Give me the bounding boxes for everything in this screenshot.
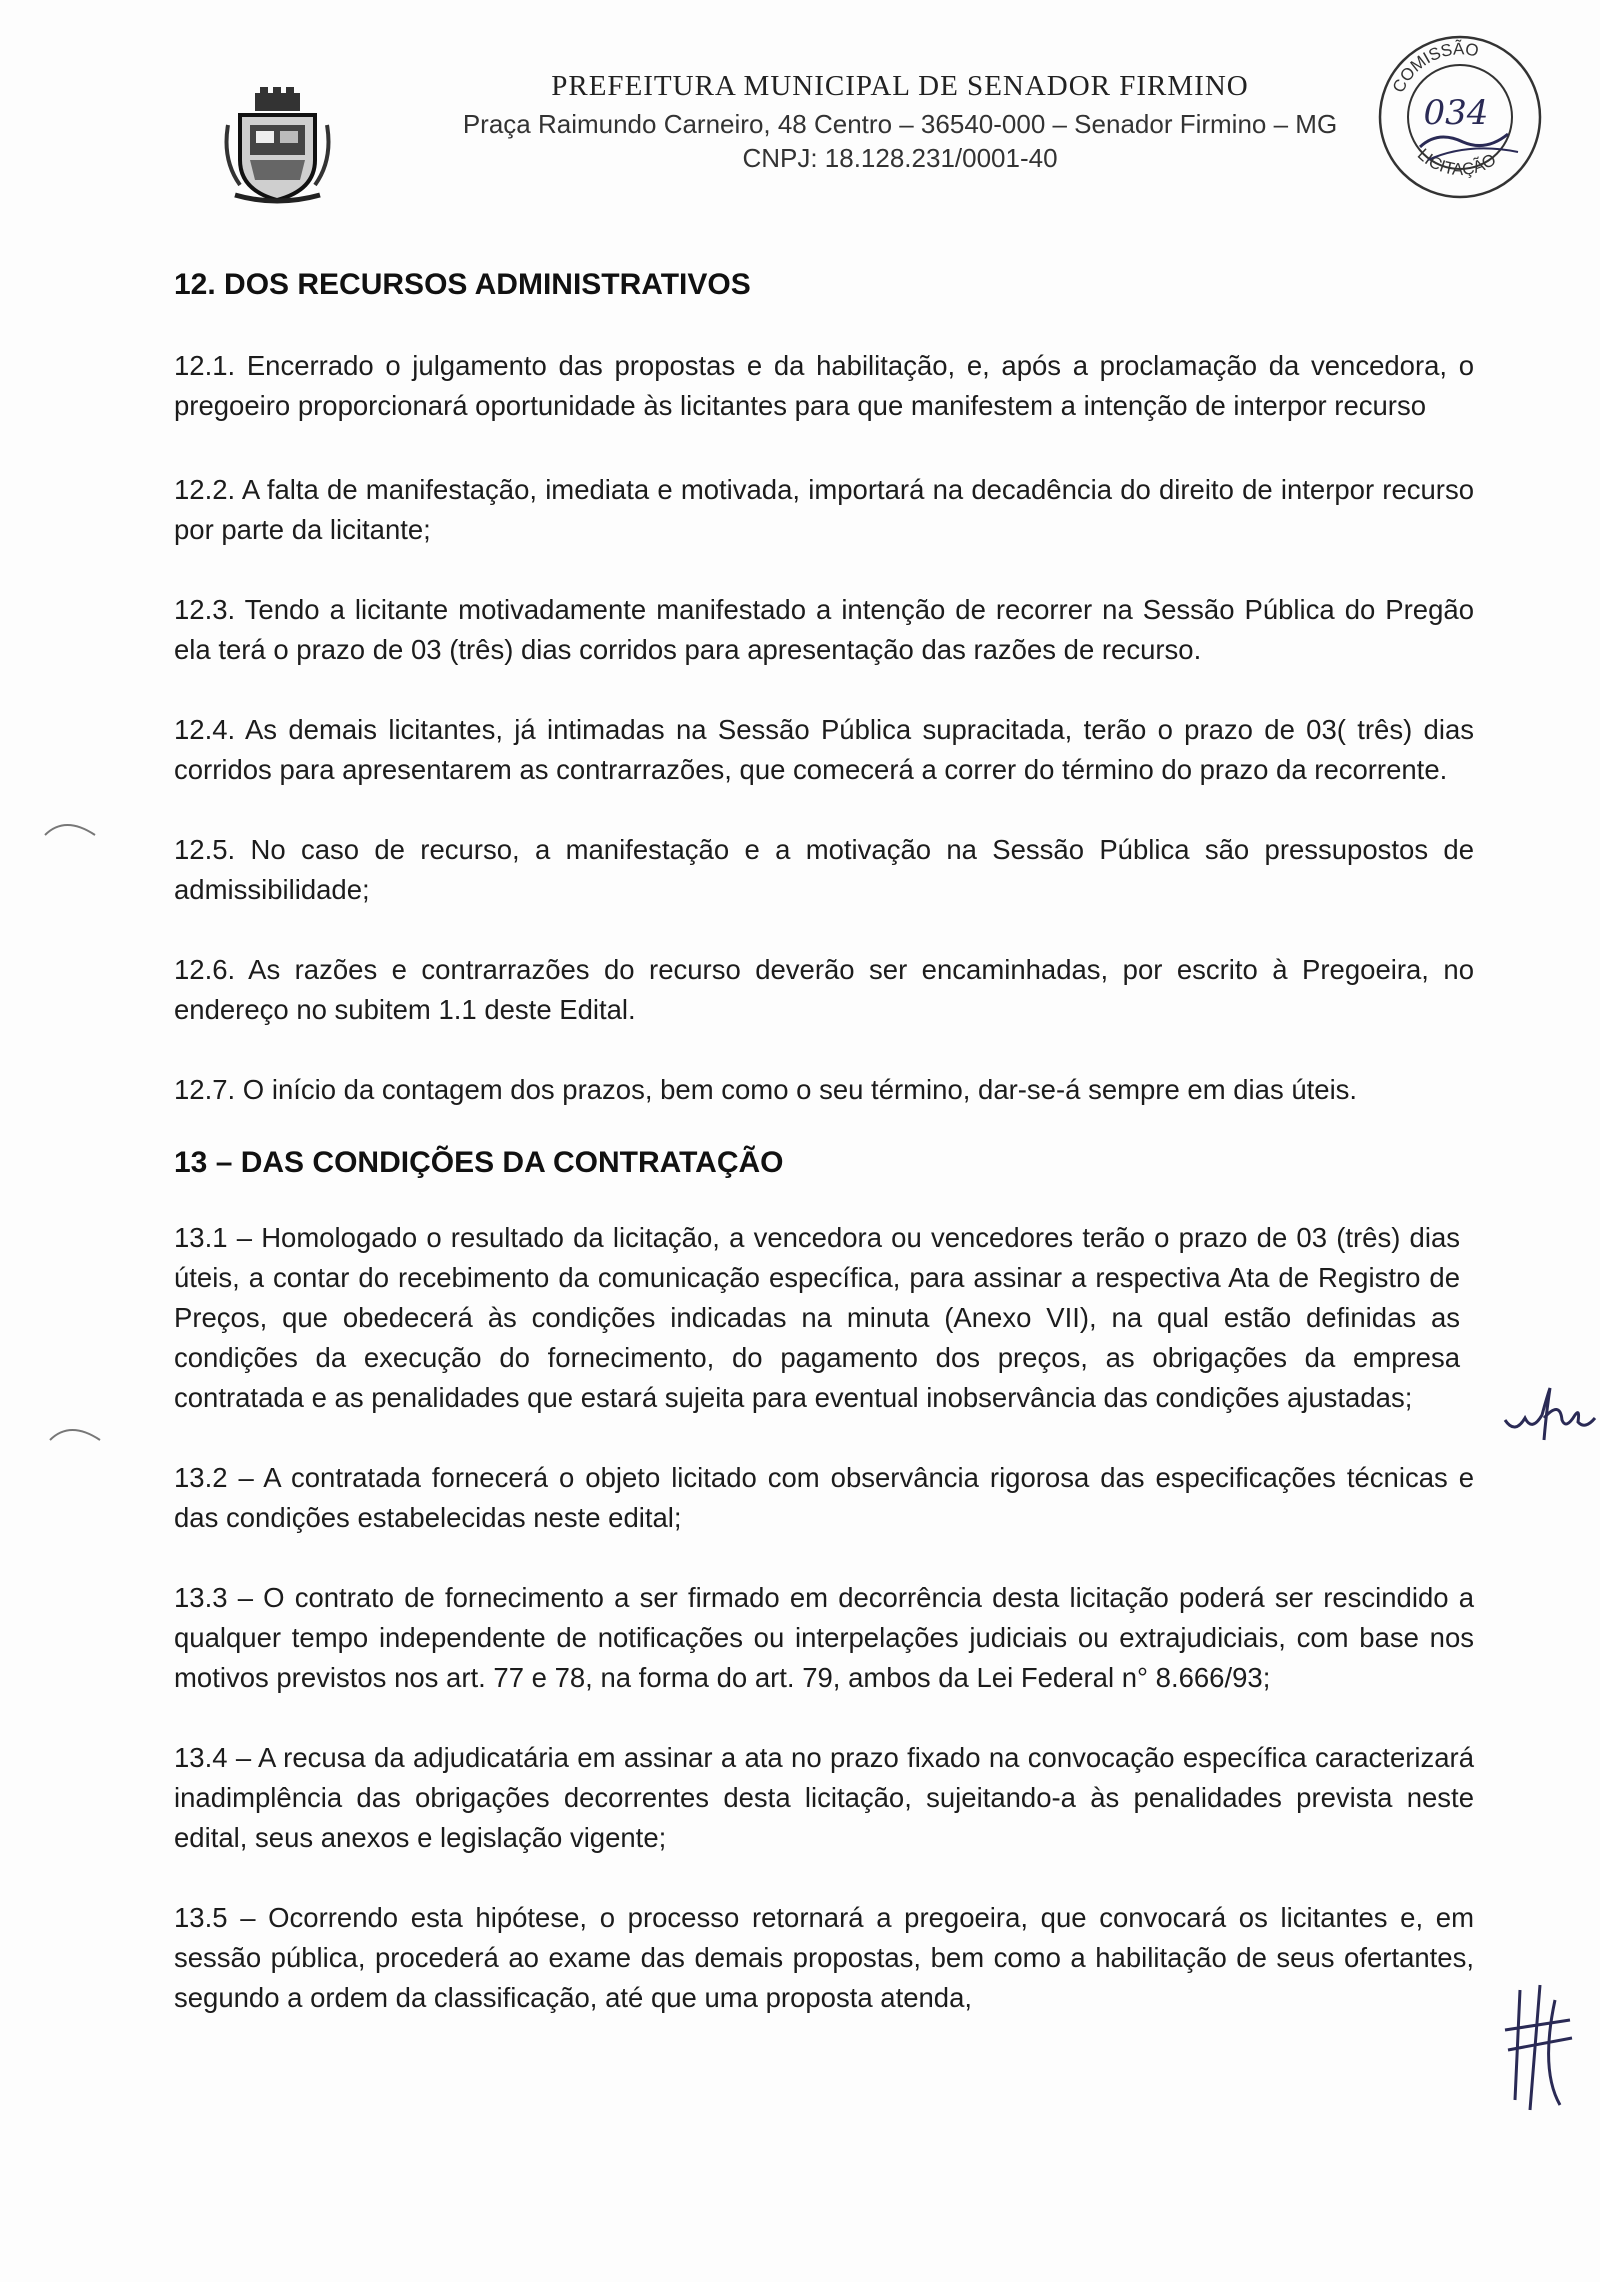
municipal-crest-icon — [220, 85, 335, 205]
clause-13-5: 13.5 – Ocorrendo esta hipótese, o processo retornará a pregoeira, que convocará os licitantes e, em sessão pública, procederá ao exame das demais propostas, bem como a habilitação de seus ofertantes, segundo a ordem da classificação, até que uma proposta atenda, — [174, 1902, 1474, 2013]
clause-12-7: 12.7. O início da contagem dos prazos, bem como o seu término, dar-se-á sempre em dias úteis. — [174, 1074, 1358, 1105]
clause-12-4: 12.4. As demais licitantes, já intimadas na Sessão Pública supracitada, terão o prazo de 03( três) dias corridos para apresentarem as contrarrazões, que comecerá a correr do término do prazo da recorrente. — [174, 714, 1474, 785]
clause-12-2: 12.2. A falta de manifestação, imediata e motivada, importará na decadência do direito de interpor recurso por parte da licitante; — [174, 474, 1474, 545]
clause-12-1: 12.1. Encerrado o julgamento das propostas e da habilitação, e, após a proclamação da vencedora, o pregoeiro proporcionará oportunidade às licitantes para que manifestem a intenção de interpor recurso — [174, 350, 1474, 421]
clause-12-6: 12.6. As razões e contrarrazões do recurso deverão ser encaminhadas, por escrito à Pregoeira, no endereço no subitem 1.1 deste Edital. — [174, 954, 1474, 1025]
clause-12-5: 12.5. No caso de recurso, a manifestação e a motivação na Sessão Pública são pressupostos de admissibilidade; — [174, 834, 1474, 905]
section-title-13: 13 – DAS CONDIÇÕES DA CONTRATAÇÃO — [174, 1146, 784, 1179]
stamp-text-top: COMISSÃO — [1388, 39, 1481, 96]
clause-12-3: 12.3. Tendo a licitante motivadamente manifestado a intenção de recorrer na Sessão Pública do Pregão ela terá o prazo de 03 (três) dias corridos para apresentação das razões de recurso. — [174, 594, 1474, 665]
letterhead-address: Praça Raimundo Carneiro, 48 Centro – 36540-000 – Senador Firmino – MG — [462, 109, 1338, 139]
letterhead-cnpj: CNPJ: 18.128.231/0001-40 — [742, 143, 1058, 173]
signature-text: wfila — [1500, 1380, 1503, 1381]
section-title-12: 12. DOS RECURSOS ADMINISTRATIVOS — [174, 268, 751, 301]
scan-edge-mark — [40, 810, 100, 840]
letterhead — [400, 70, 1400, 175]
scan-edge-mark — [45, 1415, 105, 1445]
letterhead-title: PREFEITURA MUNICIPAL DE SENADOR FIRMINO — [551, 70, 1249, 102]
document-body — [174, 268, 1474, 2018]
clause-13-1: 13.1 – Homologado o resultado da licitação, a vencedora ou vencedores terão o prazo de 03 (três) dias úteis, a contar do recebimento da comunicação específica, para assinar a respectiva Ata de Registro de Preços, que obedecerá às condições indicadas na minuta (Anexo VII), na qual estão definidas as condições da execução do fornecimento, do pagamento dos preços, as obrigações da empresa contratada e as penalidades que estará sujeita para eventual inobservância das condições ajustadas; — [174, 1222, 1460, 1413]
handwritten-signature — [1500, 1380, 1600, 1450]
clause-13-3: 13.3 – O contrato de fornecimento a ser firmado em decorrência desta licitação poderá ser rescindido a qualquer tempo independente de notificações ou interpelações judiciais ou extrajudiciais, com base nos motivos previstos nos art. 77 e 78, na forma do art. 79, ambos da Lei Federal n° 8.666/93; — [174, 1582, 1474, 1693]
stamp-page-number: 034 — [1423, 93, 1489, 133]
stamp-text-bottom: LICITAÇÃO — [1413, 144, 1500, 180]
stamp-signature — [1420, 134, 1508, 147]
clause-13-2: 13.2 – A contratada fornecerá o objeto licitado com observância rigorosa das especificações técnicas e das condições estabelecidas neste edital; — [174, 1462, 1474, 1533]
svg-text:COMISSÃO — [1389, 39, 1480, 95]
rubric-initials — [1500, 1980, 1580, 2120]
commission-stamp — [1368, 22, 1553, 202]
clause-13-4: 13.4 – A recusa da adjudicatária em assinar a ata no prazo fixado na convocação específica caracterizará inadimplência das obrigações decorrentes desta licitação, sujeitando-a às penalidades prevista neste edital, seus anexos e legislação vigente; — [174, 1742, 1474, 1853]
